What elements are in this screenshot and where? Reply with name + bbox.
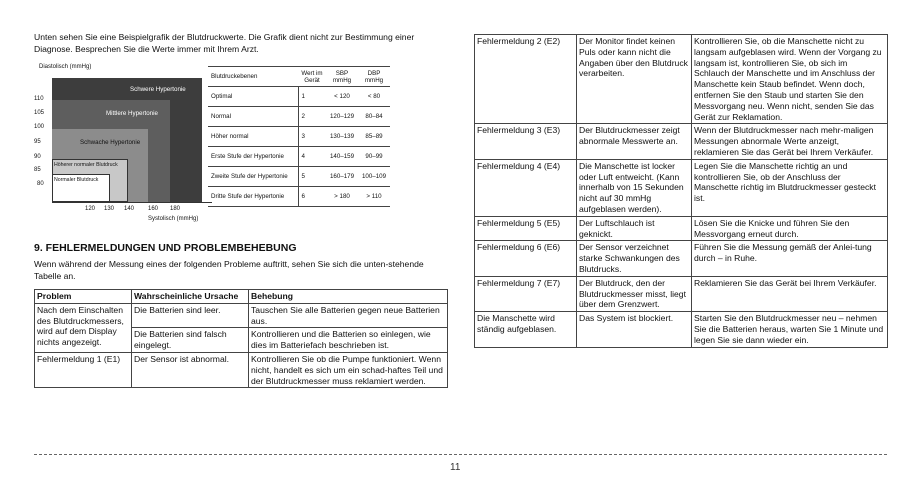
fix-cell: Legen Sie die Manschette richtig an und kontrollieren Sie, ob der Anschluss der Manschette richtig im Blutdruckmesser gesteckt ist. [692,159,888,216]
y-axis-label: Diastolisch (mmHg) [39,64,92,70]
fix-cell: Kontrollieren Sie, ob die Manschette nicht zu langsam aufgeblasen wird. Wenn der Vorgang zu langsam ist, kontrollieren Sie, ob sich im Schlauch der Manschette und im Anschluss der Manschette kein Staub befindet. Wenn doch, entfernen Sie den Staub und starten Sie den Messvorgang neu. Wenn nicht, senden Sie das Gerät zur Reklamation. [692,35,888,124]
section-text: Wenn während der Messung eines der folgenden Probleme auftritt, sehen Sie sich die unten-stehende Tabelle an. [34,259,424,281]
col-header: Behebung [249,290,448,304]
x-tick: 140 [124,206,135,212]
bp-dbp: < 80 [358,87,390,107]
bp-header: DBP mmHg [358,67,390,87]
col-header: Problem [35,290,132,304]
problem-cell: Die Manschette wird ständig aufgeblasen. [475,312,577,347]
cause-cell: Die Batterien sind falsch eingelegt. [132,328,249,353]
x-tick: 120 [85,206,96,212]
fix-cell: Kontrollieren und die Batterien so einlegen, wie dies im Batteriefach beschrieben ist. [249,328,448,353]
fix-cell: Wenn der Blutdruckmesser nach mehr-maligen Messungen abnormale Werte anzeigt, reklamieren Sie das Gerät bei Ihrem Verkäufer. [692,124,888,159]
y-tick: 110 [34,96,44,102]
cause-cell: Das System ist blockiert. [577,312,692,347]
bp-level: Zweite Stufe der Hypertonie [208,167,298,187]
bp-value: 5 [298,167,326,187]
fix-cell: Lösen Sie die Knicke und führen Sie den Messvorgang erneut durch. [692,216,888,241]
y-tick: 105 [34,110,45,116]
x-tick: 130 [104,206,115,212]
table-row [475,241,888,276]
zone-label: Schwache Hypertonie [80,139,141,146]
cause-cell: Die Manschette ist locker oder Luft entweicht. (Kann innerhalb von 15 Sekunden nicht auf 30 mmHg aufgeblasen werden). [577,159,692,216]
table-row [475,35,888,124]
bp-level: Erste Stufe der Hypertonie [208,147,298,167]
table-row [475,276,888,311]
intro-text: Unten sehen Sie eine Beispielgrafik der Blutdruckwerte. Die Grafik dient nicht zur Bestimmung einer Diagnose. Besprechen Sie die Werte immer mit Ihrem Arzt. [34,32,415,54]
troubleshooting-table-1 [34,289,448,388]
bp-header: Blutdruckebenen [208,67,298,87]
table-row [208,127,390,147]
table-row [475,159,888,216]
problem-cell: Fehlermeldung 5 (E5) [475,216,577,241]
table-row [475,124,888,159]
table-row [35,303,448,328]
x-axis-line [52,202,212,203]
cause-cell: Der Sensor verzeichnet starke Schwankungen des Blutdrucks. [577,241,692,276]
cause-cell: Der Blutdruck, den der Blutdruckmesser misst, liegt über dem Grenzwert. [577,276,692,311]
y-tick: 85 [34,167,41,173]
y-tick: 100 [34,124,45,130]
bp-sbp: 130–139 [326,127,358,147]
bp-sbp: 160–179 [326,167,358,187]
y-tick: 80 [37,181,44,187]
cause-cell: Die Batterien sind leer. [132,303,249,328]
zone-label: Normaler Blutdruck [54,177,99,183]
footer-divider [34,454,887,455]
y-tick: 95 [34,139,41,145]
bp-dbp: 100–109 [358,167,390,187]
fix-cell: Starten Sie den Blutdruckmesser neu – nehmen Sie die Batterien heraus, warten Sie 1 Minute und legen Sie sie dann wieder ein. [692,312,888,347]
table-row [208,167,390,187]
bp-sbp: 140–159 [326,147,358,167]
bp-value: 4 [298,147,326,167]
bp-level: Optimal [208,87,298,107]
x-tick: 180 [170,206,181,212]
table-row [208,107,390,127]
table-row [35,352,448,387]
bp-dbp: 80–84 [358,107,390,127]
col-header: Wahrscheinliche Ursache [132,290,249,304]
cause-cell: Der Sensor ist abnormal. [132,352,249,387]
bp-sbp: > 180 [326,187,358,207]
bp-level: Dritte Stufe der Hypertonie [208,187,298,207]
bp-levels-table [208,66,390,207]
fix-cell: Reklamieren Sie das Gerät bei Ihrem Verkäufer. [692,276,888,311]
bp-dbp: 85–89 [358,127,390,147]
bp-level: Höher normal [208,127,298,147]
table-row [208,147,390,167]
problem-cell: Fehlermeldung 7 (E7) [475,276,577,311]
bp-value: 1 [298,87,326,107]
bp-level: Normal [208,107,298,127]
cause-cell: Der Blutdruckmesser zeigt abnormale Messwerte an. [577,124,692,159]
bp-header: Wert im Gerät [298,67,326,87]
zone-label: Mittlere Hypertonie [106,110,158,117]
table-row [475,312,888,347]
troubleshooting-table-2 [474,34,888,348]
zone-label: Schwere Hypertonie [130,86,186,93]
bp-dbp: > 110 [358,187,390,207]
table-row [208,187,390,207]
x-tick: 160 [148,206,159,212]
problem-cell: Fehlermeldung 1 (E1) [35,352,132,387]
bp-value: 3 [298,127,326,147]
problem-cell: Nach dem Einschalten des Blutdruckmessers, wird auf dem Display nichts angezeigt. [35,303,132,352]
fix-cell: Kontrollieren Sie ob die Pumpe funktioniert. Wenn nicht, handelt es sich um ein schad-haftes Teil und der Blutdruckmesser muss reklamiert werden. [249,352,448,387]
zone-label: Höherer normaler Blutdruck [54,162,118,168]
bp-sbp: 120–129 [326,107,358,127]
bp-value: 2 [298,107,326,127]
section-title: 9. FEHLERMELDUNGEN UND PROBLEMBEHEBUNG [34,242,297,254]
problem-cell: Fehlermeldung 4 (E4) [475,159,577,216]
cause-cell: Der Luftschlauch ist geknickt. [577,216,692,241]
table-row [208,87,390,107]
bp-header: SBP mmHg [326,67,358,87]
problem-cell: Fehlermeldung 2 (E2) [475,35,577,124]
bp-zone-chart [34,60,214,230]
problem-cell: Fehlermeldung 6 (E6) [475,241,577,276]
bp-dbp: 90–99 [358,147,390,167]
y-tick: 90 [34,154,41,160]
problem-cell: Fehlermeldung 3 (E3) [475,124,577,159]
table-row [475,216,888,241]
fix-cell: Führen Sie die Messung gemäß der Anlei-tung durch – in Ruhe. [692,241,888,276]
x-axis-label: Systolisch (mmHg) [148,216,199,222]
bp-sbp: < 120 [326,87,358,107]
bp-value: 6 [298,187,326,207]
page-number: 11 [450,462,461,473]
fix-cell: Tauschen Sie alle Batterien gegen neue Batterien aus. [249,303,448,328]
cause-cell: Der Monitor findet keinen Puls oder kann nicht die Angaben über den Blutdruck verarbeiten. [577,35,692,124]
